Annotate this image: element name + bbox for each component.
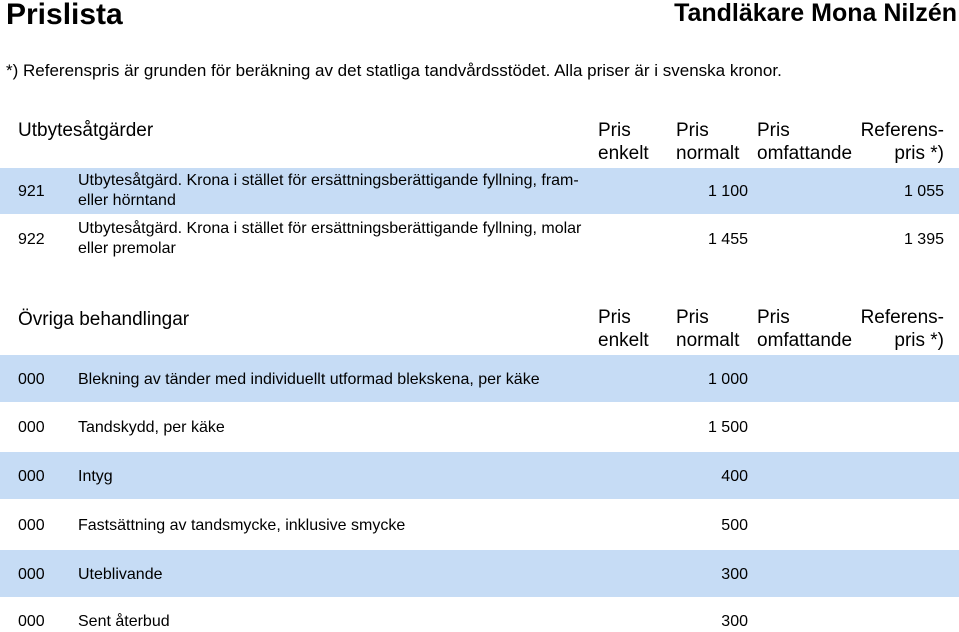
row-description: Tandskydd, per käke [78, 419, 225, 436]
clinic-name: Tandläkare Mona Nilzén [674, 0, 957, 27]
row-code: 922 [18, 231, 45, 248]
row-code: 000 [18, 371, 45, 388]
column-header-referenspris [824, 119, 944, 165]
row-description: Sent återbud [78, 613, 170, 630]
row-description: Utbytesåtgärd. Krona i stället för ersättningsberättigande fyllning, fram- eller hörntand [78, 172, 579, 209]
row-code: 000 [18, 566, 45, 583]
column-header-line: omfattande [757, 330, 853, 351]
row-description: Blekning av tänder med individuellt utformad blekskena, per käke [78, 371, 540, 388]
price-normalt: 300 [721, 613, 748, 630]
row-description: Uteblivande [78, 566, 163, 583]
column-header-line: enkelt [598, 330, 649, 351]
price-normalt: 1 100 [707, 183, 748, 200]
price-normalt: 1 000 [707, 371, 748, 388]
price-referens: 1 055 [903, 183, 944, 200]
price-referens: 1 395 [903, 231, 944, 248]
row-description: Utbytesåtgärd. Krona i stället för ersättningsberättigande fyllning, molar eller premolar [78, 220, 582, 257]
column-header-line: pris *) [894, 330, 944, 351]
row-code: 000 [18, 517, 45, 534]
column-header-line: Pris [676, 307, 709, 328]
column-header-line: Pris [598, 120, 631, 141]
row-description: Fastsättning av tandsmycke, inklusive smycke [78, 517, 406, 534]
column-header-referenspris [824, 306, 944, 352]
row-code: 000 [18, 613, 45, 630]
row-description: Intyg [78, 468, 113, 485]
price-normalt: 300 [721, 566, 748, 583]
row-code: 000 [18, 468, 45, 485]
section-title-utbytesatgarder: Utbytesåtgärder [18, 120, 154, 141]
column-header-line: Pris [757, 307, 790, 328]
column-header-line: Referens- [860, 307, 944, 328]
column-header-line: omfattande [757, 143, 853, 164]
column-header-line: Pris [757, 120, 790, 141]
column-header-line: Referens- [860, 120, 944, 141]
price-normalt: 500 [721, 517, 748, 534]
column-header-line: normalt [676, 330, 740, 351]
column-header-line: normalt [676, 143, 740, 164]
column-header-line: Pris [676, 120, 709, 141]
reference-note: *) Referenspris är grunden för beräkning av det statliga tandvårdsstödet. Alla priser är i svenska kronor. [6, 61, 782, 80]
column-header-line: enkelt [598, 143, 649, 164]
column-header-line: Pris [598, 307, 631, 328]
row-code: 921 [18, 183, 45, 200]
price-normalt: 400 [721, 468, 748, 485]
price-normalt: 1 500 [707, 419, 748, 436]
row-code: 000 [18, 419, 45, 436]
column-header-line: pris *) [894, 143, 944, 164]
section-title-ovriga-behandlingar: Övriga behandlingar [18, 309, 190, 330]
table-row-band [0, 452, 959, 499]
price-normalt: 1 455 [707, 231, 748, 248]
page-title: Prislista [6, 0, 123, 31]
